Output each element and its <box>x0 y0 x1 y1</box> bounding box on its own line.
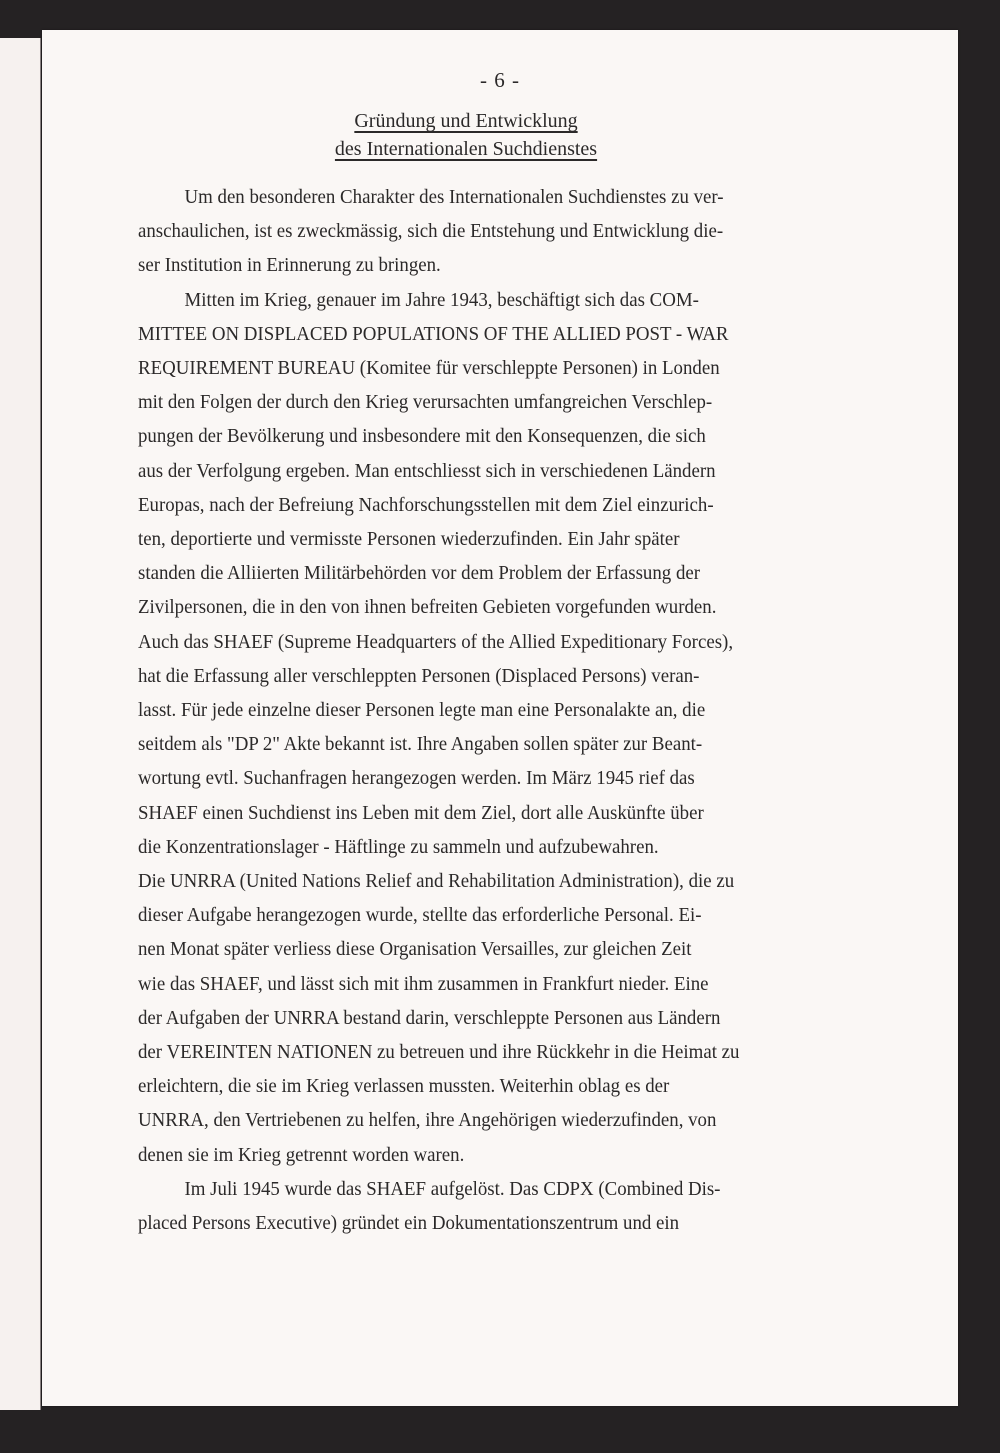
text-line: der Aufgaben der UNRRA bestand darin, verschleppte Personen aus Ländern <box>138 1006 721 1029</box>
text-line: Um den besonderen Charakter des Internationalen Suchdienstes zu ver- <box>184 186 724 208</box>
text-line: placed Persons Executive) gründet ein Dokumentationszentrum und ein <box>138 1212 680 1235</box>
text-line: erleichtern, die sie im Krieg verlassen mussten. Weiterhin oblag es der <box>138 1075 670 1098</box>
adjacent-page-edge <box>0 38 41 1410</box>
title-line-2 <box>8 138 924 161</box>
text-line: Zivilpersonen, die in den von ihnen befreiten Gebieten vorgefunden wurden. <box>138 596 717 619</box>
text-line: seitdem als "DP 2" Akte bekannt ist. Ihre Angaben sollen später zur Beant- <box>138 733 703 756</box>
body-text <box>138 180 901 1240</box>
text-line: lasst. Für jede einzelne dieser Personen legte man eine Personalakte an, die <box>138 699 706 722</box>
text-line: wie das SHAEF, und lässt sich mit ihm zusammen in Frankfurt nieder. Eine <box>138 972 709 995</box>
text-line: ten, deportierte und vermisste Personen wiederzufinden. Ein Jahr später <box>138 528 680 551</box>
text-line: anschaulichen, ist es zweckmässig, sich die Entstehung und Entwicklung die- <box>138 220 724 243</box>
text-line: wortung evtl. Suchanfragen herangezogen werden. Im März 1945 rief das <box>138 767 695 790</box>
text-line: REQUIREMENT BUREAU (Komitee für verschleppte Personen) in Londen <box>138 357 720 380</box>
document-page <box>42 30 958 1406</box>
text-line: dieser Aufgabe herangezogen wurde, stellte das erforderliche Personal. Ei- <box>138 904 702 927</box>
text-line: Europas, nach der Befreiung Nachforschungsstellen mit dem Ziel einzurich- <box>138 493 714 516</box>
title-line-1-text: Gründung und Entwicklung <box>354 110 578 132</box>
text-line: ser Institution in Erinnerung zu bringen. <box>138 254 441 277</box>
text-line: pungen der Bevölkerung und insbesondere mit den Konsequenzen, die sich <box>138 425 706 448</box>
text-line: nen Monat später verliess diese Organisation Versailles, zur gleichen Zeit <box>138 938 692 961</box>
text-line: hat die Erfassung aller verschleppten Personen (Displaced Persons) veran- <box>138 664 700 687</box>
text-line: der VEREINTEN NATIONEN zu betreuen und ihre Rückkehr in die Heimat zu <box>138 1041 740 1064</box>
text-line: die Konzentrationslager - Häftlinge zu sammeln und aufzubewahren. <box>138 835 659 858</box>
text-line: Die UNRRA (United Nations Relief and Rehabilitation Administration), die zu <box>138 870 735 893</box>
text-line: standen die Alliierten Militärbehörden vor dem Problem der Erfassung der <box>138 562 701 585</box>
title-line-1 <box>8 110 924 133</box>
text-line: Mitten im Krieg, genauer im Jahre 1943, beschäftigt sich das COM- <box>184 288 699 311</box>
text-line: mit den Folgen der durch den Krieg verursachten umfangreichen Verschlep- <box>138 391 713 414</box>
text-line: SHAEF einen Suchdienst ins Leben mit dem Ziel, dort alle Auskünfte über <box>138 801 704 824</box>
text-line: Im Juli 1945 wurde das SHAEF aufgelöst. Das CDPX (Combined Dis- <box>184 1177 721 1200</box>
text-line: MITTEE ON DISPLACED POPULATIONS OF THE ALLIED POST - WAR <box>138 322 729 345</box>
title-line-2-text: des Internationalen Suchdienstes <box>334 138 598 160</box>
page-number: - 6 - <box>480 68 520 92</box>
text-line: UNRRA, den Vertriebenen zu helfen, ihre Angehörigen wiederzufinden, von <box>138 1109 717 1132</box>
text-line: denen sie im Krieg getrennt worden waren. <box>138 1143 465 1166</box>
text-line: Auch das SHAEF (Supreme Headquarters of the Allied Expeditionary Forces), <box>138 630 734 653</box>
text-line: aus der Verfolgung ergeben. Man entschliesst sich in verschiedenen Ländern <box>138 459 716 482</box>
